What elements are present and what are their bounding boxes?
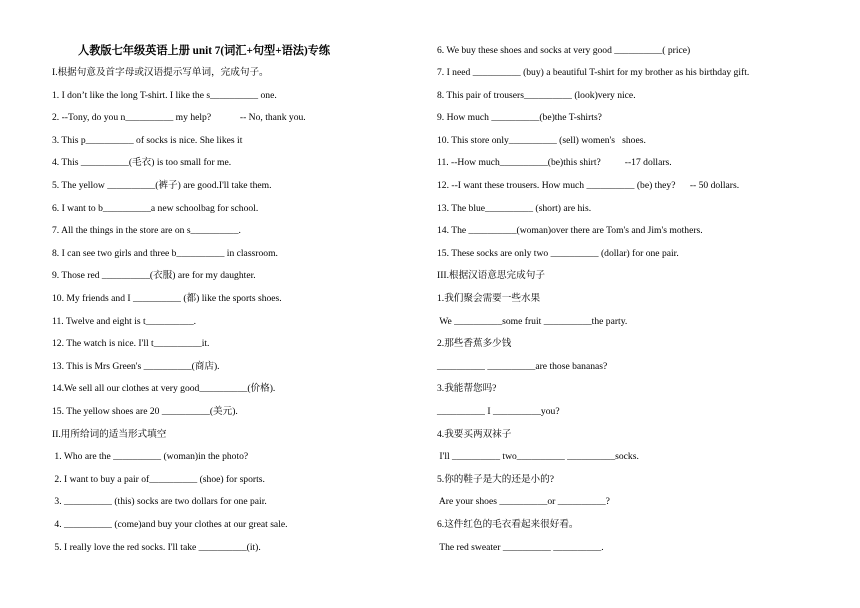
chinese-prompt: 1.我们聚会需要一些水果 — [437, 293, 541, 304]
section-heading-3: III.根据汉语意思完成句子 — [437, 270, 545, 281]
exercise-line: 12. The watch is nice. I'll t__________it. — [52, 338, 210, 349]
exercise-line: 13. The blue__________ (short) are his. — [437, 203, 592, 214]
exercise-line: 3. This p__________ of socks is nice. She likes it — [52, 135, 243, 146]
exercise-line: 2. I want to buy a pair of__________ (shoe) for sports. — [52, 474, 265, 485]
exercise-line: 1. Who are the __________ (woman)in the photo? — [52, 451, 249, 462]
chinese-prompt: 3.我能帮您吗? — [437, 383, 497, 394]
exercise-line: 8. I can see two girls and three b__________ in classroom. — [52, 248, 278, 259]
exercise-line: 15. The yellow shoes are 20 __________(美元). — [52, 406, 238, 417]
exercise-line: 2. --Tony, do you n__________ my help? -- No, thank you. — [52, 112, 306, 123]
exercise-line: 10. This store only__________ (sell) women's shoes. — [437, 135, 646, 146]
exercise-line: 13. This is Mrs Green's __________(商店). — [52, 361, 220, 372]
exercise-line: 3. __________ (this) socks are two dollars for one pair. — [52, 496, 267, 507]
exercise-line: 10. My friends and I __________ (都) like the sports shoes. — [52, 293, 282, 304]
exercise-line: Are your shoes __________or __________? — [437, 496, 610, 507]
exercise-line: 5. The yellow __________(裤子) are good.I'll take them. — [52, 180, 272, 191]
chinese-prompt: 6.这件红色的毛衣看起来很好看。 — [437, 519, 579, 530]
exercise-line: 8. This pair of trousers__________ (look)very nice. — [437, 90, 636, 101]
page-title: 人教版七年级英语上册 unit 7(词汇+句型+语法)专练 — [78, 45, 331, 57]
exercise-line: 4. __________ (come)and buy your clothes at our great sale. — [52, 519, 288, 530]
exercise-line: 11. --How much__________(be)this shirt? --17 dollars. — [437, 157, 672, 168]
section-heading-1: I.根据句意及首字母或汉语提示写单词，完成句子。 — [52, 67, 269, 78]
exercise-line: 15. These socks are only two __________ (dollar) for one pair. — [437, 248, 679, 259]
exercise-line: 6. I want to b__________a new schoolbag for school. — [52, 203, 259, 214]
exercise-line: __________ I __________you? — [437, 406, 560, 417]
exercise-line: 11. Twelve and eight is t__________. — [52, 316, 197, 327]
chinese-prompt: 4.我要买两双袜子 — [437, 429, 512, 440]
chinese-prompt: 5.你的鞋子是大的还是小的? — [437, 474, 554, 485]
exercise-line: 7. I need __________ (buy) a beautiful T-shirt for my brother as his birthday gift. — [437, 67, 750, 78]
exercise-line: 9. Those red __________(衣服) are for my daughter. — [52, 270, 256, 281]
exercise-line: I'll __________ two__________ __________socks. — [437, 451, 639, 462]
exercise-line: 9. How much __________(be)the T-shirts? — [437, 112, 602, 123]
section-heading-2: II.用所给词的适当形式填空 — [52, 429, 167, 440]
exercise-line: 5. I really love the red socks. I'll take __________(it). — [52, 542, 261, 553]
exercise-line: We __________some fruit __________the party. — [437, 316, 628, 327]
exercise-line: __________ __________are those bananas? — [437, 361, 608, 372]
exercise-line: 4. This __________(毛衣) is too small for me. — [52, 157, 232, 168]
exercise-line: 12. --I want these trousers. How much __________ (be) they? -- 50 dollars. — [437, 180, 740, 191]
chinese-prompt: 2.那些香蕉多少钱 — [437, 338, 512, 349]
exercise-line: The red sweater __________ __________. — [437, 542, 604, 553]
exercise-line: 7. All the things in the store are on s__________. — [52, 225, 241, 236]
exercise-line: 14. The __________(woman)over there are Tom's and Jim's mothers. — [437, 225, 703, 236]
exercise-line: 14.We sell all our clothes at very good__________(价格). — [52, 383, 276, 394]
exercise-line: 6. We buy these shoes and socks at very good __________( price) — [437, 45, 691, 56]
exercise-line: 1. I don’t like the long T-shirt. I like the s__________ one. — [52, 90, 277, 101]
